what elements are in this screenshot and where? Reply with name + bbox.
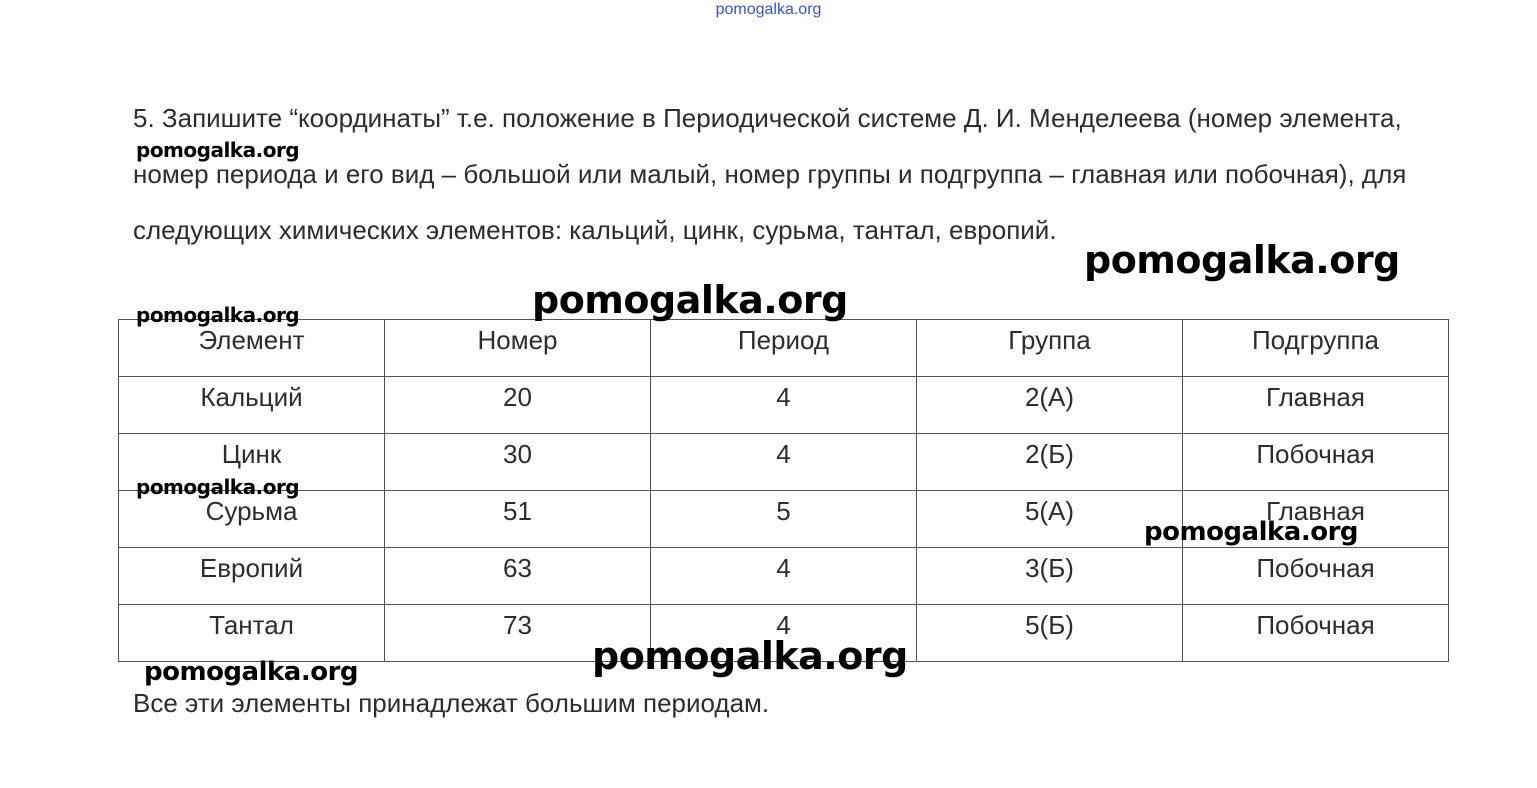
- elements-table: [118, 319, 1449, 662]
- cell-period: 4: [651, 605, 917, 662]
- cell-number: 63: [385, 548, 651, 605]
- header-period: Период: [651, 320, 917, 377]
- cell-period: 5: [651, 491, 917, 548]
- watermark: pomogalka.org: [1144, 517, 1359, 547]
- cell-group: 5(А): [917, 491, 1183, 548]
- cell-element: Цинк: [119, 434, 385, 491]
- table-row: [119, 377, 1449, 434]
- watermark: pomogalka.org: [136, 475, 300, 499]
- cell-element: Сурьма: [119, 491, 385, 548]
- cell-subgroup: Главная: [1183, 377, 1449, 434]
- cell-subgroup: Побочная: [1183, 548, 1449, 605]
- header-number: Номер: [385, 320, 651, 377]
- header-element: Элемент: [119, 320, 385, 377]
- cell-period: 4: [651, 548, 917, 605]
- cell-subgroup: Побочная: [1183, 434, 1449, 491]
- cell-element: Европий: [119, 548, 385, 605]
- cell-group: 5(Б): [917, 605, 1183, 662]
- header-group: Группа: [917, 320, 1183, 377]
- conclusion-text: Все эти элементы принадлежат большим периодам.: [133, 688, 770, 718]
- watermark: pomogalka.org: [1084, 238, 1400, 282]
- table-row: [119, 548, 1449, 605]
- cell-number: 51: [385, 491, 651, 548]
- watermark: pomogalka.org: [144, 657, 359, 687]
- site-header-link[interactable]: pomogalka.org: [715, 1, 822, 18]
- cell-period: 4: [651, 434, 917, 491]
- cell-number: 73: [385, 605, 651, 662]
- table-header-row: [119, 320, 1449, 377]
- cell-subgroup: Главная: [1183, 491, 1449, 548]
- elements-table-container: [118, 319, 1449, 662]
- watermark: pomogalka.org: [532, 278, 848, 322]
- task-statement: 5. Запишите “координаты” т.е. положение в Периодической системе Д. И. Менделеева (номер элемента, номер периода и его вид – большой или малый, номер группы и подгруппа – главная или побочная), для следующих химических элементов: кальций, цинк, сурьма, тантал, европий.: [133, 103, 1407, 245]
- cell-group: 2(Б): [917, 434, 1183, 491]
- cell-element: Тантал: [119, 605, 385, 662]
- watermark: pomogalka.org: [592, 634, 908, 678]
- cell-number: 30: [385, 434, 651, 491]
- cell-element: Кальций: [119, 377, 385, 434]
- watermark: pomogalka.org: [136, 138, 300, 162]
- table-row: [119, 434, 1449, 491]
- cell-subgroup: Побочная: [1183, 605, 1449, 662]
- watermark: pomogalka.org: [136, 303, 300, 327]
- cell-period: 4: [651, 377, 917, 434]
- cell-group: 2(А): [917, 377, 1183, 434]
- header-subgroup: Подгруппа: [1183, 320, 1449, 377]
- cell-number: 20: [385, 377, 651, 434]
- cell-group: 3(Б): [917, 548, 1183, 605]
